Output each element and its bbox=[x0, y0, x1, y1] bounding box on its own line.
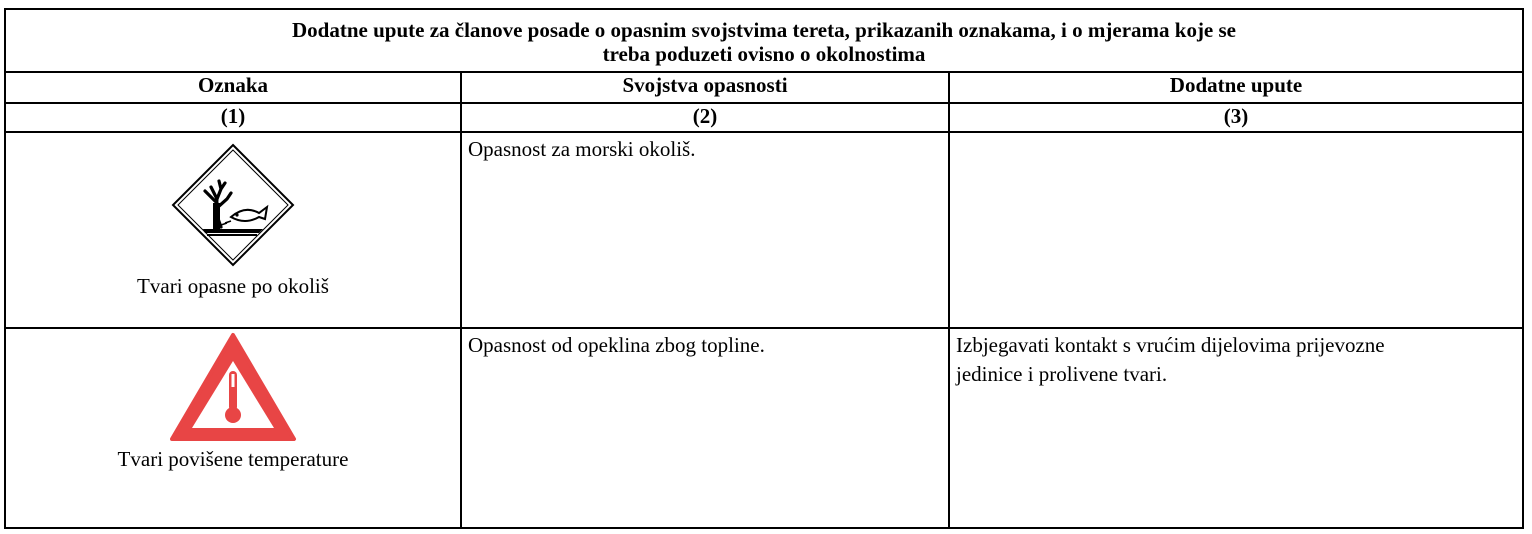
table-title bbox=[5, 9, 1523, 72]
hazard-cell bbox=[461, 132, 949, 328]
table-title-line2: treba poduzeti ovisno o okolnostima bbox=[602, 41, 926, 66]
table-row bbox=[5, 328, 1523, 528]
hazard-cell bbox=[461, 328, 949, 528]
table-row bbox=[5, 132, 1523, 328]
instructions-text-line2: jedinice i prolivene tvari. bbox=[956, 362, 1168, 386]
instructions-cell bbox=[949, 328, 1523, 528]
header-hazard-properties: Svojstva opasnosti bbox=[461, 72, 949, 103]
header-label: Oznaka bbox=[5, 72, 461, 103]
label-cell bbox=[5, 132, 461, 328]
instructions-cell bbox=[949, 132, 1523, 328]
label-text: Tvari povišene temperature bbox=[117, 447, 349, 471]
header-additional-instructions: Dodatne upute bbox=[949, 72, 1523, 103]
table-title-line1: Dodatne upute za članove posade o opasnim svojstvima tereta, prikazanih oznakama, i o mjerama koje se bbox=[292, 17, 1236, 42]
label-cell bbox=[5, 328, 461, 528]
elevated-temperature-triangle-icon bbox=[168, 331, 298, 443]
environmental-hazard-diamond-icon bbox=[171, 143, 295, 267]
instructions-text-line1: Izbjegavati kontakt s vrućim dijelovima prijevozne bbox=[956, 333, 1385, 357]
label-text: Tvari opasne po okoliš bbox=[137, 274, 329, 298]
hazard-text: Opasnost od opeklina zbog topline. bbox=[468, 333, 765, 357]
hazard-text: Opasnost za morski okoliš. bbox=[468, 137, 696, 161]
column-number-1: (1) bbox=[5, 103, 461, 132]
column-number-2: (2) bbox=[461, 103, 949, 132]
column-number-3: (3) bbox=[949, 103, 1523, 132]
hazard-instructions-table bbox=[4, 8, 1524, 529]
